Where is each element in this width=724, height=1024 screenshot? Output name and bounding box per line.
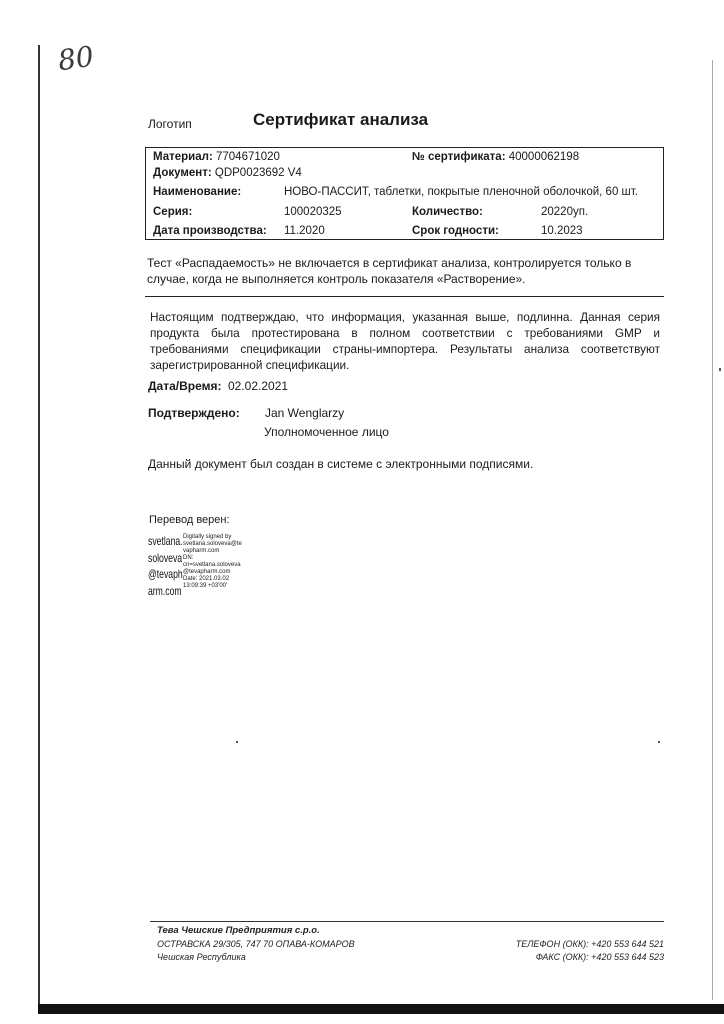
confirmed-by-label: Подтверждено: (148, 406, 240, 420)
footer-divider (150, 921, 664, 922)
document-value: QDP0023692 V4 (214, 167, 302, 179)
note-line: случае, когда не выполняется контроль показателя «Растворение». (147, 272, 526, 286)
quantity-label: Количество: (412, 206, 483, 218)
scan-left-edge (38, 45, 40, 1005)
material-field (153, 150, 280, 164)
datetime-value: 02.02.2021 (228, 379, 289, 393)
digital-signature-name (148, 533, 183, 599)
scan-speck (719, 368, 721, 371)
production-date-value: 11.2020 (284, 225, 325, 237)
scan-right-edge (712, 60, 713, 1000)
material-label: Материал: (153, 151, 213, 163)
footer-address: ОСТРАВСКА 29/305, 747 70 ОПАВА-КОМАРОВ (157, 939, 355, 949)
batch-value: 100020325 (284, 206, 342, 218)
name-label: Наименование: (153, 186, 242, 198)
datetime-label: Дата/Время: (148, 379, 222, 393)
logo-placeholder: Логотип (148, 117, 192, 131)
confirmation-paragraph (150, 309, 660, 373)
name-value: НОВО-ПАССИТ, таблетки, покрытые пленочной оболочкой, 60 шт. (284, 186, 638, 198)
scan-bottom-bar (38, 1004, 724, 1014)
digital-signature-details (183, 534, 242, 590)
section-divider (145, 296, 664, 297)
esign-note: Данный документ был создан в системе с электронными подписями. (148, 457, 534, 471)
document-field (153, 166, 302, 180)
scan-speck (658, 741, 660, 743)
confirmation-line: продукта была протестирована в полном соответствии с требованиями GMP и (150, 326, 660, 340)
document-title: Сертификат анализа (253, 110, 429, 129)
signer-line: arm.com (148, 583, 182, 598)
expiry-date-label: Срок годности: (412, 225, 499, 237)
translation-label: Перевод верен: (149, 514, 230, 526)
signature-detail-line: Date: 2021.03.02 (183, 576, 230, 582)
signer-line: svetlana. (148, 534, 183, 548)
confirmed-by-role: Уполномоченное лицо (264, 425, 389, 439)
signature-detail-line: svetlana.soloveva@te (183, 541, 242, 547)
note-line: Тест «Распадаемость» не включается в сертификат анализа, контролируется только в (147, 256, 632, 270)
handwritten-page-number: 80 (55, 39, 96, 78)
signature-detail-line: Digitally signed by (183, 534, 232, 540)
signature-detail-line: DN: (183, 555, 194, 561)
certificate-number-label: № сертификата: (412, 151, 506, 163)
expiry-date-value: 10.2023 (541, 225, 583, 237)
production-date-label: Дата производства: (153, 225, 267, 237)
confirmation-line: зарегистрированной спецификации. (150, 358, 350, 372)
footer-fax: ФАКС (ОКК): +420 553 644 523 (535, 952, 664, 962)
signature-detail-line: vapharm.com (183, 548, 220, 554)
quantity-value: 20220уп. (541, 206, 589, 218)
signature-detail-line: @tevapharm.com (183, 569, 231, 575)
signer-line: soloveva (148, 550, 183, 565)
certificate-number-value: 40000062198 (508, 151, 580, 163)
scan-speck (236, 741, 238, 743)
confirmed-by-name: Jan Wenglarzy (265, 406, 345, 420)
signature-detail-line: 13:09:39 +03'00' (183, 583, 228, 589)
confirmation-line: требованиями спецификации страны-импортера. Результаты анализа соответствуют (150, 342, 660, 356)
batch-label: Серия: (153, 206, 193, 218)
certificate-number-field (412, 150, 579, 164)
document-label: Документ: (153, 167, 212, 179)
footer-company: Тева Чешские Предприятия с.р.о. (157, 925, 320, 936)
material-value: 7704671020 (215, 151, 280, 163)
signer-line: @tevaph (148, 567, 183, 581)
footer-phone: ТЕЛЕФОН (ОКК): +420 553 644 521 (515, 939, 664, 949)
signature-detail-line: cn=svetlana.soloveva (183, 562, 241, 568)
confirmation-line: Настоящим подтверждаю, что информация, указанная выше, подлинна. Данная серия (150, 310, 660, 324)
footer-country: Чешская Республика (157, 952, 246, 962)
